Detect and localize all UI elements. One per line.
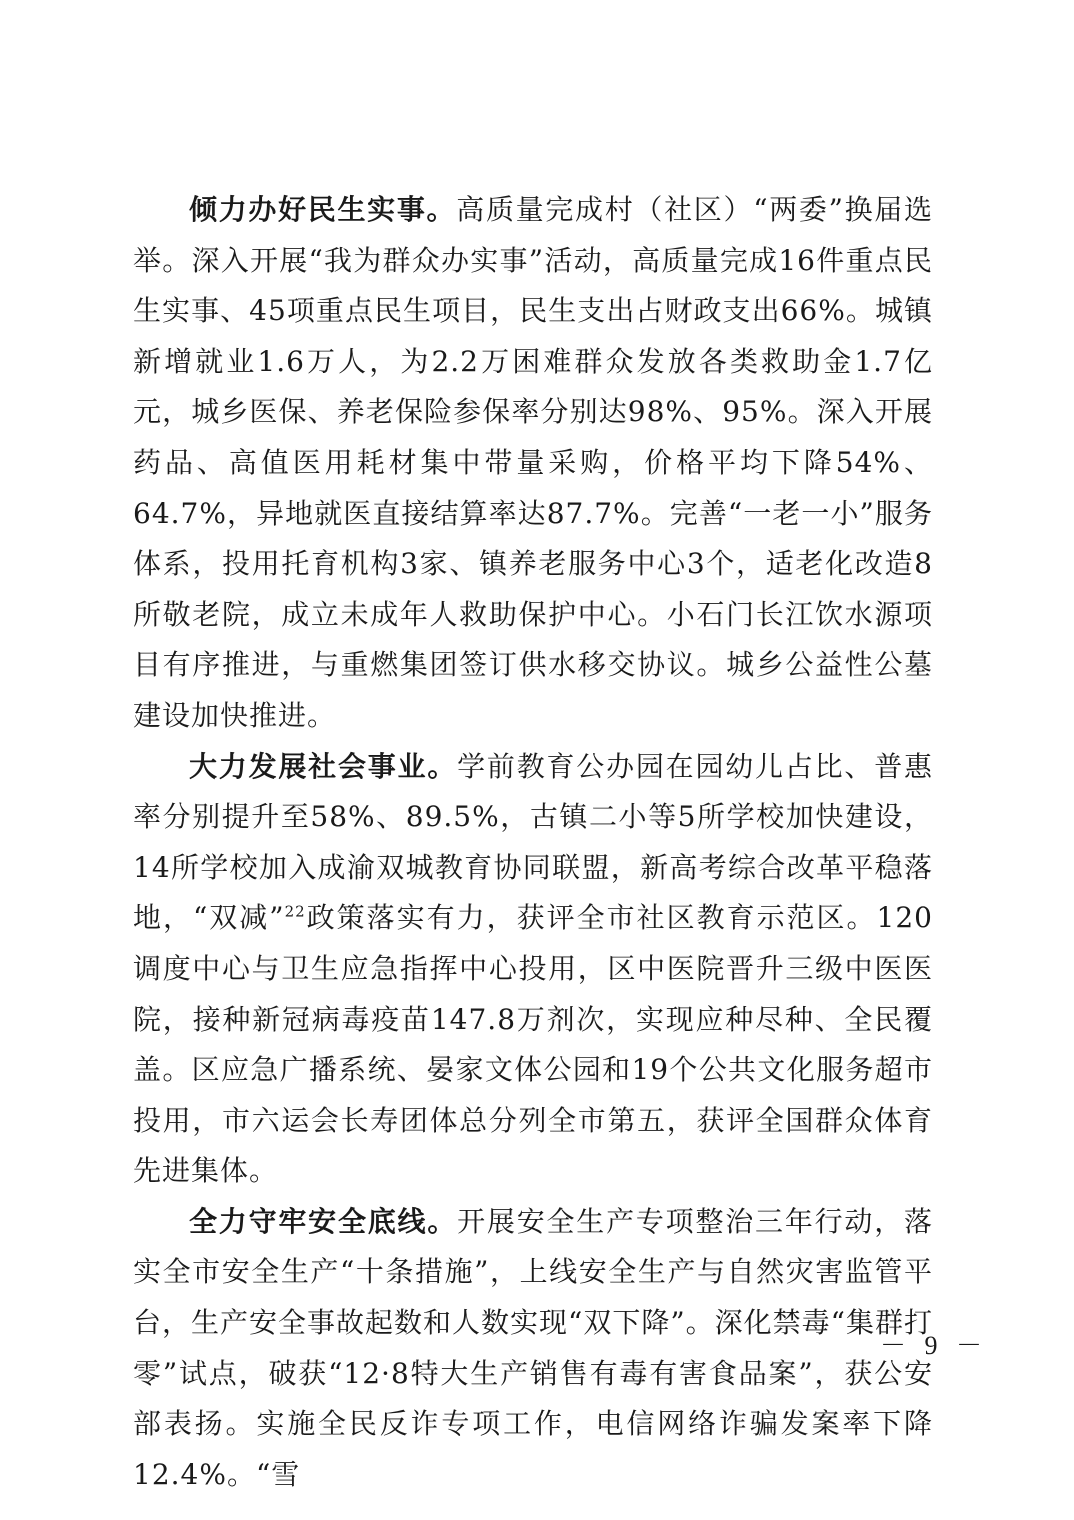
paragraph-text: 高质量完成村（社区）“两委”换届选举。深入开展“我为群众办实事”活动，高质量完成16件重点民生实事、45项重点民生项目，民生支出占财政支出66%。城镇新增就业1.6万人，为2.2万困难群众发放各类救助金1.7亿元，城乡医保、养老保险参保率分别达98%、95%。深入开展药品、高值医用耗材集中带量采购，价格平均下降54%、64.7%，异地就医直接结算率达87.7%。完善“一老一小”服务体系，投用托育机构3家、镇养老服务中心3个，适老化改造8所敬老院，成立未成年人救助保护中心。小石门长江饮水源项目有序推进，与重燃集团签订供水移交协议。城乡公益性公墓建设加快推进。 [133,193,933,732]
paragraph-heading: 全力守牢安全底线。 [189,1204,458,1238]
paragraph-safety [133,1197,933,1501]
paragraph-text: 开展安全生产专项整治三年行动，落实全市安全生产“十条措施”，上线安全生产与自然灾害监管平台，生产安全事故起数和人数实现“双下降”。深化禁毒“集群打零”试点，破获“12·8特大生产销售有毒有害食品案”，获公安部表扬。实施全民反诈专项工作，电信网络诈骗发案率下降12.4%。“雪 [133,1204,933,1491]
paragraph-heading: 倾力办好民生实事。 [189,193,457,226]
document-body [133,185,933,1500]
paragraph-text: 学前教育公办园在园幼儿占比、普惠率分别提升至58%、89.5%，古镇二小等5所学校加快建设，14所学校加入成渝双城教育协同联盟，新高考综合改革平稳落地，“双减” [133,749,933,935]
paragraph-text: 政策落实有力，获评全市社区教育示范区。120调度中心与卫生应急指挥中心投用，区中医院晋升三级中医医院，接种新冠病毒疫苗147.8万剂次，实现应种尽种、全民覆盖。区应急广播系统、晏家文体公园和19个公共文化服务超市投用，市六运会长寿团体总分列全市第五，获评全国群众体育先进集体。 [133,901,933,1188]
paragraph-social-affairs [133,742,933,1197]
paragraph-heading: 大力发展社会事业。 [189,749,458,783]
page-number: － 9 － [880,1331,989,1360]
footnote-marker: 22 [284,902,306,921]
paragraph-livelihood [133,185,933,742]
